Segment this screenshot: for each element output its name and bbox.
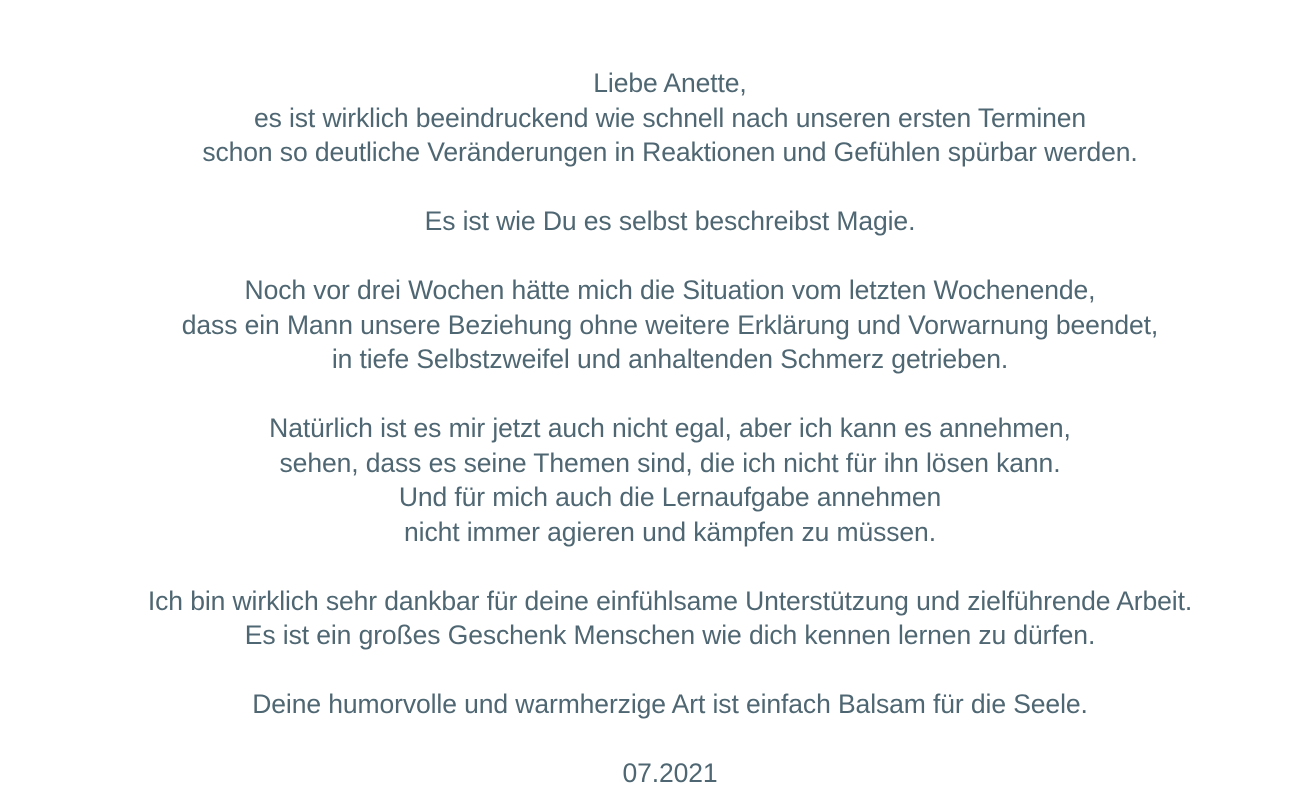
text-line: sehen, dass es seine Themen sind, die ich nicht für ihn lösen kann. [279, 447, 1061, 478]
paragraph-spacer [0, 170, 1312, 205]
text-line: schon so deutliche Veränderungen in Reaktionen und Gefühlen spürbar werden. [202, 137, 1138, 167]
date-line: 07.2021 [622, 758, 718, 788]
paragraph-spacer [0, 239, 1312, 274]
text-line: nicht immer agieren und kämpfen zu müssen. [404, 516, 936, 547]
text-line: dass ein Mann unsere Beziehung ohne weitere Erklärung und Vorwarnung beendet, [181, 309, 1159, 340]
paragraph-spacer [0, 549, 1312, 584]
text-line: Und für mich auch die Lernaufgabe annehmen [398, 482, 942, 512]
text-line: Noch vor drei Wochen hätte mich die Situation vom letzten Wochenende, [244, 275, 1096, 305]
greeting-line: Liebe Anette, [593, 68, 747, 98]
testimonial-text [0, 66, 1312, 791]
paragraph-acceptance [0, 411, 1312, 549]
paragraph-situation [0, 273, 1312, 377]
paragraph-spacer [0, 722, 1312, 757]
text-line: Es ist wie Du es selbst beschreibst Magie. [424, 206, 916, 236]
paragraph-greeting [0, 66, 1312, 170]
text-line: Es ist ein großes Geschenk Menschen wie dich kennen lernen zu dürfen. [244, 620, 1096, 650]
paragraph-closing [0, 687, 1312, 722]
text-line: in tiefe Selbstzweifel und anhaltenden Schmerz getrieben. [331, 344, 1009, 374]
paragraph-gratitude [0, 584, 1312, 653]
text-line: es ist wirklich beeindruckend wie schnell nach unseren ersten Terminen [253, 102, 1087, 133]
text-line: Ich bin wirklich sehr dankbar für deine einfühlsame Unterstützung und zielführende Arbeit. [147, 585, 1193, 616]
paragraph-spacer [0, 377, 1312, 412]
paragraph-spacer [0, 653, 1312, 688]
text-line: Natürlich ist es mir jetzt auch nicht egal, aber ich kann es annehmen, [269, 413, 1071, 443]
paragraph-magic [0, 204, 1312, 239]
paragraph-date [0, 756, 1312, 791]
text-line: Deine humorvolle und warmherzige Art ist einfach Balsam für die Seele. [252, 689, 1088, 719]
